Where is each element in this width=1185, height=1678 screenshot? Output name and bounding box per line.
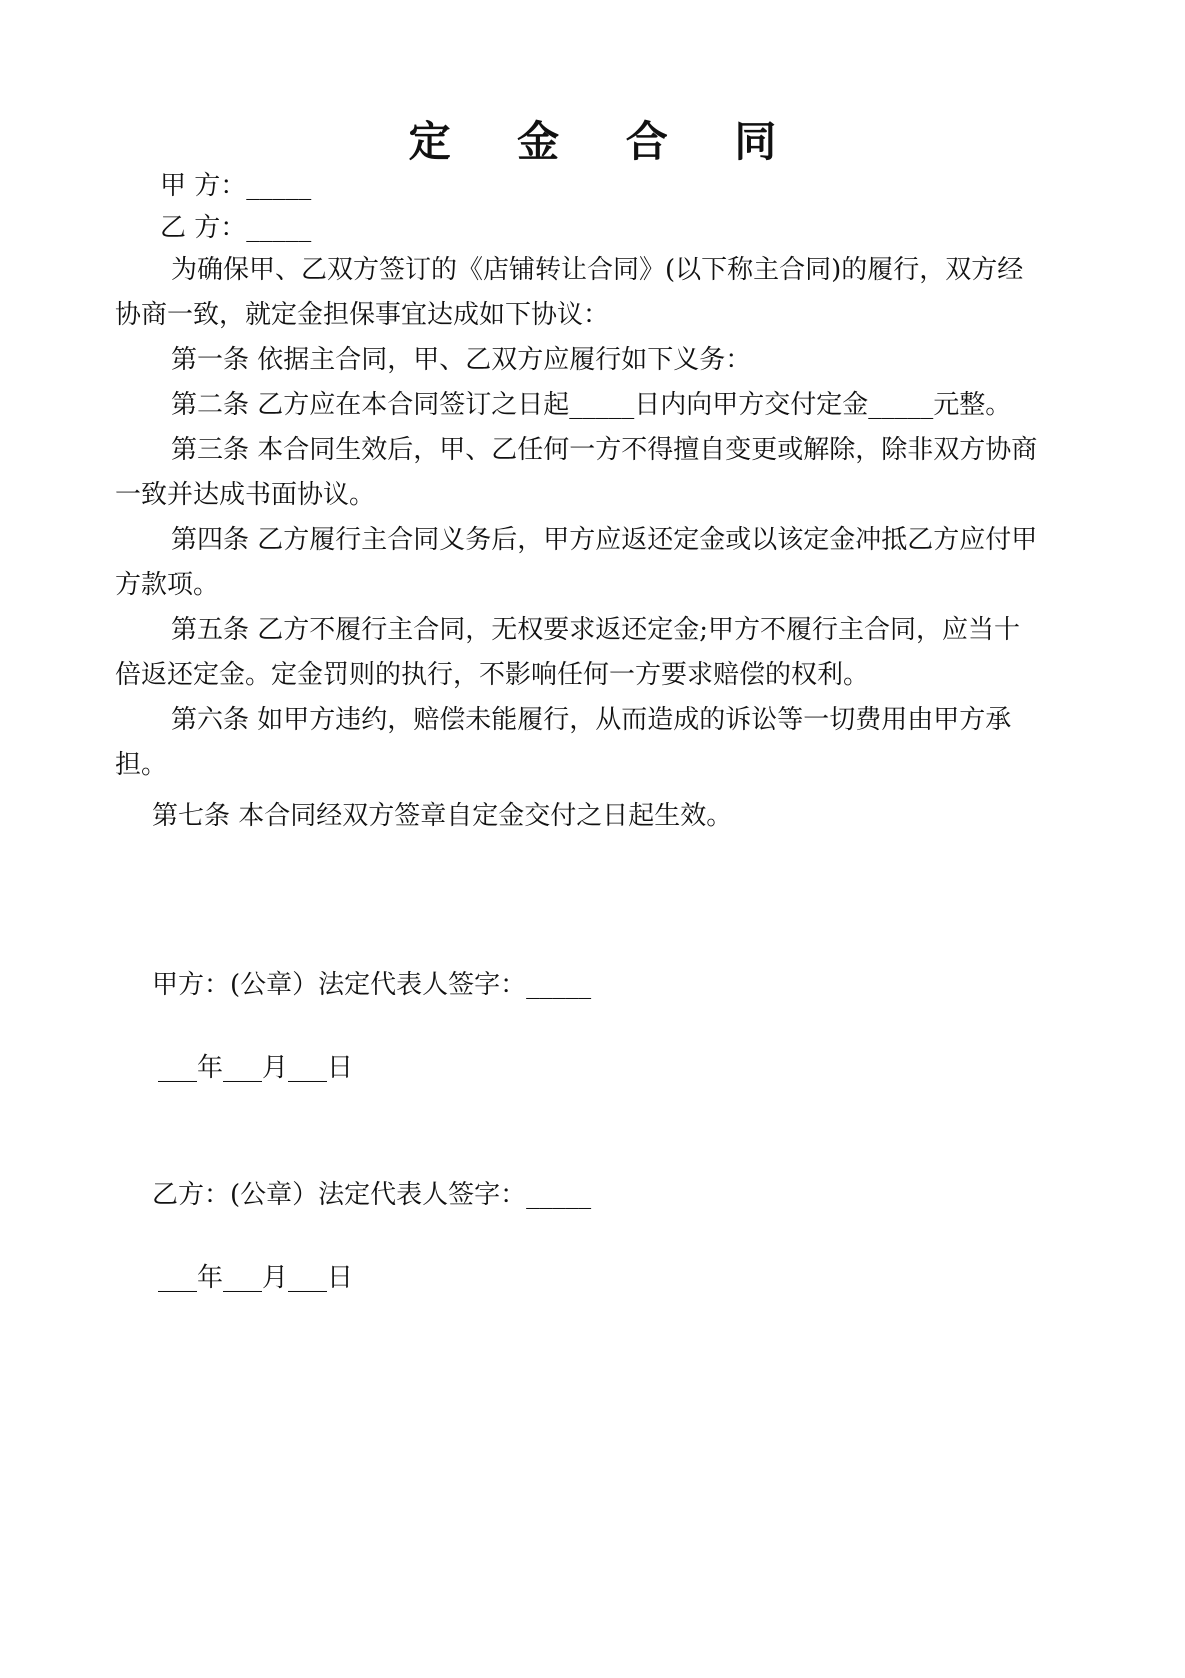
article-3: 第三条 本合同生效后，甲、乙任何一方不得擅自变更或解除，除非双方协商一致并达成书面协议。 [115, 435, 1038, 510]
article-6: 第六条 如甲方违约，赔偿未能履行，从而造成的诉讼等一切费用由甲方承担。 [115, 705, 1012, 780]
party-a-date-line: ___年___月___日 [158, 1053, 354, 1083]
party-b-date-line: ___年___月___日 [158, 1263, 354, 1293]
contract-body [115, 248, 1045, 788]
article-4: 第四条 乙方履行主合同义务后，甲方应返还定金或以该定金冲抵乙方应付甲方款项。 [115, 525, 1038, 600]
party-b-signature-line: 乙方：(公章）法定代表人签字：_____ [152, 1180, 592, 1210]
article-5: 第五条 乙方不履行主合同，无权要求返还定金;甲方不履行主合同，应当十倍返还定金。定金罚则的执行，不影响任何一方要求赔偿的权利。 [115, 615, 1021, 690]
party-a-line: 甲 方：_____ [160, 171, 312, 201]
article-1: 第一条 依据主合同，甲、乙双方应履行如下义务： [171, 345, 752, 375]
party-b-line: 乙 方：_____ [160, 213, 312, 243]
party-a-signature-line: 甲方：(公章）法定代表人签字：_____ [152, 970, 592, 1000]
document-title: 定 金 合 同 [408, 117, 803, 166]
intro-paragraph: 为确保甲、乙双方签订的《店铺转让合同》(以下称主合同)的履行，双方经协商一致，就定金担保事宜达成如下协议： [115, 255, 1024, 330]
article-7: 第七条 本合同经双方签章自定金交付之日起生效。 [152, 801, 733, 831]
article-2: 第二条 乙方应在本合同签订之日起_____日内向甲方交付定金_____元整。 [171, 390, 1012, 420]
